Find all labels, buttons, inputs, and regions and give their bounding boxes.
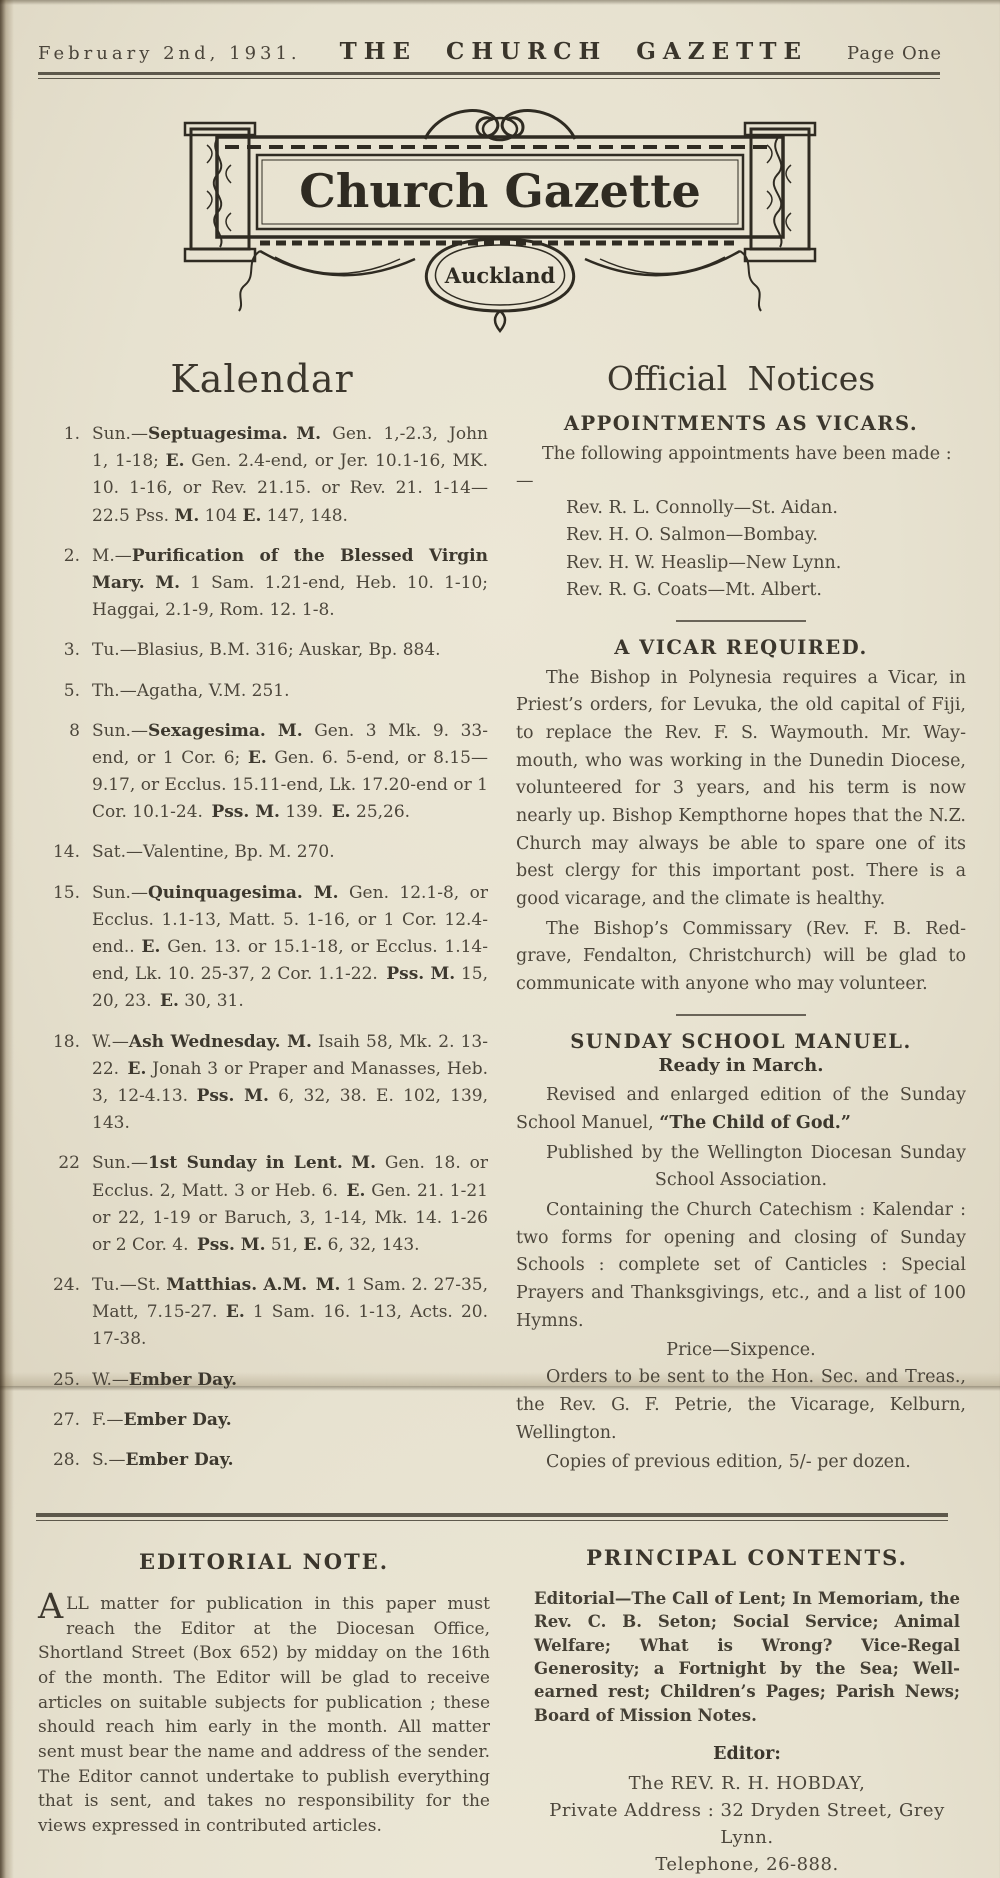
kalendar-entry-text: Sun.—Sexagesima. M. Gen. 3 Mk. 9. 33-end, or 1 Cor. 6; E. Gen. 6. 5-end, or 8.15—9.17, or Ecclus. 15.11-end, Lk. 17.20-end or 1 Cor. 10.1-24. Pss. M. 139. E. 25,26. (92, 720, 488, 823)
kalendar-entry-text: Tu.—St. Matthias. A.M. M. 1 Sam. 2. 27-35, Matt, 7.15-27. E. 1 Sam. 16. 1-13, Acts. 20. 17-38. (92, 1275, 488, 1350)
price-line: Price—Sixpence. (666, 1340, 816, 1361)
appointments-intro: The following appointments have been made :— (516, 444, 952, 492)
kalendar-entry (36, 421, 488, 530)
kalendar-day-number: 8 (69, 720, 80, 741)
editor-label: Editor: (713, 1743, 781, 1764)
kalendar-entry (36, 637, 488, 664)
kalendar-day-number: 1. (63, 424, 80, 444)
vicar-required-heading: A VICAR REQUIRED. (614, 635, 868, 659)
kalendar-entry (36, 718, 488, 827)
kalendar-entry (36, 1367, 488, 1394)
kalendar-entry-text: Sun.—Septuagesima. M. Gen. 1,-2.3, John 1, 1-18; E. Gen. 2.4-end, or Jer. 10.1-16, MK. 10. 1-16, or Rev. 21.15. or Rev. 21. 1-14—22.5 Pss. M. 104 E. 147, 148. (92, 424, 488, 526)
appointment-line: Rev. H. O. Salmon—Bombay. (566, 525, 818, 546)
kalendar-column (36, 343, 488, 1487)
kalendar-entry-text: Th.—Agatha, V.M. 251. (92, 680, 290, 701)
masthead-city: Auckland (444, 263, 556, 288)
kalendar-entry (36, 1272, 488, 1354)
appointment-line: Rev. R. L. Connolly—St. Aidan. (566, 498, 838, 519)
principal-contents-body: Editorial—The Call of Lent; In Memoriam, the Rev. C. B. Seton; Social Service; Animal Welfare; What is Wrong? Vice-Regal Generosity; a Fortnight by the Sea; Well-earned rest; Children’s Pages; Parish News; Board of Mission Notes. (534, 1588, 960, 1725)
kalendar-day-number: 27. (52, 1409, 80, 1430)
masthead-title: Church Gazette (299, 164, 701, 218)
sunday-school-subheading: Ready in March. (658, 1055, 824, 1077)
kalendar-entry-text: W.—Ember Day. (92, 1369, 238, 1390)
kalendar-entry-text: M.—Purification of the Blessed Virgin Mary. M. 1 Sam. 1.21-end, Heb. 10. 1-10; Haggai, 2.1-9, Rom. 12. 1-8. (92, 545, 488, 621)
kalendar-entry (36, 1029, 488, 1138)
kalendar-day-number: 3. (63, 640, 80, 661)
masthead-ornament (165, 99, 835, 337)
principal-contents-title: PRINCIPAL CONTENTS. (586, 1545, 908, 1571)
kalendar-entry (36, 1447, 488, 1474)
kalendar-entry (36, 543, 488, 625)
kalendar-day-number: 5. (63, 680, 80, 701)
kalendar-entry-text: S.—Ember Day. (92, 1450, 234, 1470)
appointment-line: Rev. H. W. Heaslip—New Lynn. (566, 552, 842, 573)
bottom-columns (0, 1521, 1000, 1878)
issue-date: February 2nd, 1931. (38, 43, 301, 64)
editorial-note-title: EDITORIAL NOTE. (138, 1549, 390, 1575)
editorial-note-section (38, 1521, 490, 1878)
kalendar-entry-text: Sun.—Quinquagesima. M. Gen. 12.1-8, or Ecclus. 1.1-13, Matt. 5. 1-16, or 1 Cor. 12.4-end.. E. Gen. 13. or 15.1-18, or Ecclus. 1.14-end, Lk. 10. 25-37, 2 Cor. 1.1-22. Pss. M. 15, 20, 23. E. 30, 31. (92, 882, 488, 1012)
kalendar-day-number: 18. (52, 1031, 80, 1052)
vicar-required-paragraph: The Bishop in Polynesia requires a Vicar, in Priest’s orders, for Levuka, the old capital of Fiji, to replace the Rev. F. S. Waymouth. Mr. Way-mouth, who was working in the Dunedin Diocese, volunteered for 3 years, and his term is now nearly up. Bishop Kempthorne hopes that the N.Z. Church may always be able to spare one of its best clergy for this important post. There is a good vicarage, and the climate is healthy. (516, 667, 966, 909)
sunday-school-paragraph: Published by the Wellington Diocesan Sunday School Association. (546, 1142, 966, 1191)
kalendar-entry (36, 880, 488, 1016)
kalendar-entry-text: Tu.—Blasius, B.M. 316; Auskar, Bp. 884. (92, 640, 441, 661)
kalendar-entry-text: Sun.—1st Sunday in Lent. M. Gen. 18. or Ecclus. 2, Matt. 3 or Heb. 6. E. Gen. 21. 1-21 or 22, 1-19 or Baruch, 3, 1-14, Mk. 14. 1-26 or 2 Cor. 4. Pss. M. 51, E. 6, 32, 143. (92, 1153, 488, 1255)
appointments-heading: APPOINTMENTS AS VICARS. (563, 412, 919, 435)
editor-address: Private Address : 32 Dryden Street, Grey Lynn. (549, 1799, 945, 1848)
official-notices-title: Official Notices (606, 359, 876, 398)
section-divider (676, 1014, 806, 1016)
sunday-school-heading: SUNDAY SCHOOL MANUEL. (570, 1030, 912, 1054)
sunday-school-paragraph: Containing the Church Catechism : Kalendar : two forms for opening and closing of Sunday Schools : complete set of Canticles : Special Prayers and Thanksgivings, etc., and a list of 100 Hymns. (516, 1200, 966, 1331)
kalendar-day-number: 15. (52, 882, 80, 903)
section-rule (36, 1513, 948, 1521)
section-divider (676, 620, 806, 622)
kalendar-day-number: 28. (52, 1450, 80, 1470)
kalendar-entry (36, 839, 488, 866)
kalendar-entry (36, 1407, 488, 1434)
kalendar-day-number: 24. (52, 1275, 80, 1296)
kalendar-day-number: 25. (52, 1369, 80, 1390)
appointment-line: Rev. R. G. Coats—Mt. Albert. (566, 579, 822, 600)
kalendar-day-number: 14. (52, 842, 80, 863)
kalendar-entry (36, 1150, 488, 1259)
sunday-school-paragraph: Copies of previous edition, 5/- per dozen. (546, 1452, 911, 1473)
main-columns (0, 343, 1000, 1487)
principal-contents-section (534, 1521, 960, 1878)
kalendar-entry-text: Sat.—Valentine, Bp. M. 270. (92, 842, 335, 863)
kalendar-entry (36, 678, 488, 705)
page-number: Page One (847, 43, 942, 64)
sunday-school-paragraph: Orders to be sent to the Hon. Sec. and Treas., the Rev. G. F. Petrie, the Vicarage, Kelburn, Wellington. (516, 1367, 966, 1443)
kalendar-day-number: 22 (58, 1153, 80, 1174)
editor-name: The REV. R. H. HOBDAY, (628, 1772, 866, 1794)
kalendar-day-number: 2. (63, 545, 80, 566)
header-rule (38, 72, 940, 79)
official-notices-column (516, 343, 966, 1487)
newspaper-title: THE CHURCH GAZETTE (339, 38, 809, 65)
kalendar-title: Kalendar (170, 357, 354, 401)
editorial-note-body: ALL matter for publication in this paper must reach the Editor at the Diocesan Office, Shortland Street (Box 652) by midday on the 16th of the month. The Editor will be glad to receive articles on suitable subjects for publication ; these should reach him early in the month. All matter sent must bear the name and address of the sender. The Editor cannot undertake to publish everything that is sent, and takes no responsibility for the views expressed in contributed articles. (38, 1587, 490, 1836)
kalendar-entry-text: W.—Ash Wednesday. M. Isaih 58, Mk. 2. 13-22. E. Jonah 3 or Praper and Manasses, Heb. 3, 12-4.13. Pss. M. 6, 32, 38. E. 102, 139, 143. (92, 1031, 488, 1134)
vicar-required-paragraph: The Bishop’s Commissary (Rev. F. B. Red-grave, Fendalton, Christchurch) will be glad to communicate with anyone who may volunteer. (516, 918, 966, 994)
editor-phone: Telephone, 26-888. (655, 1853, 839, 1875)
page-header (0, 0, 1000, 65)
sunday-school-paragraph: Revised and enlarged edition of the Sunday School Manuel, “The Child of God.” (516, 1085, 966, 1134)
kalendar-entry-text: F.—Ember Day. (92, 1409, 232, 1430)
